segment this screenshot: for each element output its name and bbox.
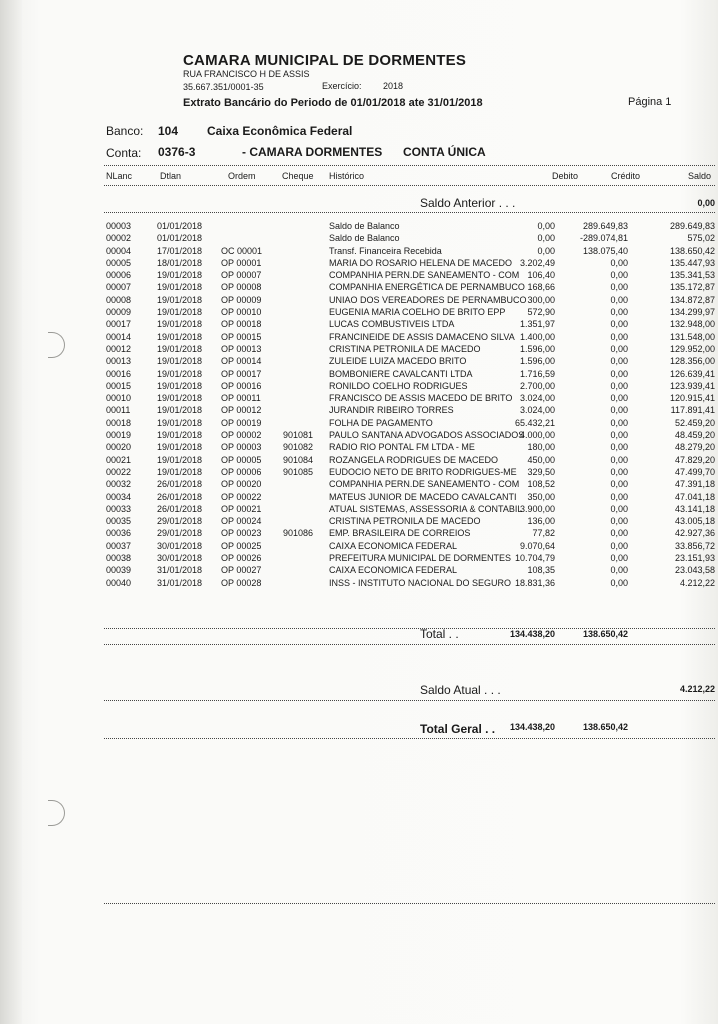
saldo-cell: 43.141,18 <box>674 503 715 514</box>
credito-cell: 289.649,83 <box>582 221 628 231</box>
credito-cell: 0,00 <box>610 257 628 268</box>
ordem-cell: OP 00014 <box>221 356 262 367</box>
nlanc-cell: 00013 <box>106 356 132 367</box>
debito-cell: 2.700,00 <box>519 380 555 391</box>
historico-cell: CAIXA ECONOMICA FEDERAL <box>329 540 458 551</box>
debito-cell: 108,35 <box>527 565 555 576</box>
credito-cell: 0,00 <box>610 454 628 465</box>
col-credito: Crédito <box>611 171 641 181</box>
table-row <box>0 220 718 232</box>
debito-cell: 1.596,00 <box>519 356 555 367</box>
table-row <box>0 441 718 453</box>
historico-cell: MATEUS JUNIOR DE MACEDO CAVALCANTI <box>329 491 517 502</box>
divider <box>104 212 715 213</box>
ordem-cell: OP 00005 <box>221 454 262 465</box>
punch-hole-mark <box>48 800 65 826</box>
nlanc-cell: 00010 <box>106 393 132 404</box>
historico-cell: PREFEITURA MUNICIPAL DE DORMENTES <box>329 553 512 564</box>
saldo-cell: 52.459,20 <box>674 417 715 428</box>
table-row <box>0 564 718 576</box>
credito-cell: 0,00 <box>610 516 628 527</box>
table-row <box>0 503 718 515</box>
nlanc-cell: 00040 <box>106 577 132 588</box>
exercicio-value: 2018 <box>383 81 404 91</box>
dtlan-cell: 01/01/2018 <box>157 233 203 244</box>
ordem-cell: OP 00010 <box>221 307 262 318</box>
ordem-cell: OP 00012 <box>221 405 262 416</box>
address: RUA FRANCISCO H DE ASSIS <box>183 69 310 79</box>
total-credito: 138.650,42 <box>582 629 628 639</box>
ordem-cell: OP 00027 <box>221 565 262 576</box>
dtlan-cell: 26/01/2018 <box>157 503 203 514</box>
dtlan-cell: 31/01/2018 <box>157 565 203 576</box>
debito-cell: 329,50 <box>527 466 555 477</box>
nlanc-cell: 00016 <box>106 368 132 379</box>
saldo-cell: 132.948,00 <box>669 319 715 330</box>
transactions-table <box>0 220 718 589</box>
nlanc-cell: 00003 <box>106 221 132 231</box>
debito-cell: 3.900,00 <box>519 503 555 514</box>
credito-cell: 0,00 <box>610 479 628 490</box>
historico-cell: EUDOCIO NETO DE BRITO RODRIGUES-ME <box>329 466 517 477</box>
table-row <box>0 343 718 355</box>
cheque-cell: 901086 <box>283 528 314 539</box>
saldo-cell: 43.005,18 <box>674 516 715 527</box>
ordem-cell: OP 00015 <box>221 331 262 342</box>
credito-cell: 0,00 <box>610 331 628 342</box>
dtlan-cell: 19/01/2018 <box>157 405 203 416</box>
nlanc-cell: 00007 <box>106 282 132 293</box>
table-row <box>0 392 718 404</box>
banco-label: Banco: <box>106 124 144 138</box>
saldo-anterior-value: 0,00 <box>697 198 715 208</box>
debito-cell: 65.432,21 <box>514 417 555 428</box>
historico-cell: CRISTINA PETRONILA DE MACEDO <box>329 343 481 354</box>
saldo-cell: 135.447,93 <box>669 257 715 268</box>
table-row <box>0 515 718 527</box>
conta-code: 0376-3 <box>158 145 196 159</box>
credito-cell: 0,00 <box>610 307 628 318</box>
table-row <box>0 306 718 318</box>
debito-cell: 3.024,00 <box>519 393 555 404</box>
saldo-cell: 47.041,18 <box>674 491 715 502</box>
saldo-cell: 117.891,41 <box>670 405 715 416</box>
ordem-cell: OP 00011 <box>221 393 261 404</box>
saldo-cell: 47.829,20 <box>674 454 715 465</box>
historico-cell: LUCAS COMBUSTIVEIS LTDA <box>329 319 455 330</box>
saldo-cell: 120.915,41 <box>669 393 715 404</box>
dtlan-cell: 19/01/2018 <box>157 417 203 428</box>
nlanc-cell: 00039 <box>106 565 132 576</box>
conta-type: CONTA ÚNICA <box>403 145 486 159</box>
historico-cell: JURANDIR RIBEIRO TORRES <box>329 405 454 416</box>
debito-cell: 180,00 <box>527 442 555 453</box>
debito-cell: 1.351,97 <box>519 319 555 330</box>
table-row <box>0 577 718 589</box>
table-row <box>0 380 718 392</box>
nlanc-cell: 00012 <box>106 343 132 354</box>
historico-cell: EMP. BRASILEIRA DE CORREIOS <box>329 528 471 539</box>
conta-label: Conta: <box>106 146 142 160</box>
report-title: Extrato Bancário do Periodo de 01/01/2018 ate 31/01/2018 <box>183 97 483 109</box>
historico-cell: BOMBONIERE CAVALCANTI LTDA <box>329 368 473 379</box>
debito-cell: 0,00 <box>537 221 555 231</box>
table-row <box>0 417 718 429</box>
table-row <box>0 527 718 539</box>
table-row <box>0 355 718 367</box>
saldo-cell: 23.151,93 <box>674 553 715 564</box>
ordem-cell: OP 00006 <box>221 466 262 477</box>
dtlan-cell: 30/01/2018 <box>157 540 203 551</box>
divider <box>104 903 715 904</box>
saldo-cell: 42.927,36 <box>674 528 715 539</box>
nlanc-cell: 00038 <box>106 553 132 564</box>
historico-cell: Saldo de Balanco <box>329 233 400 244</box>
nlanc-cell: 00011 <box>106 405 131 416</box>
ordem-cell: OP 00023 <box>221 528 262 539</box>
credito-cell: 0,00 <box>610 540 628 551</box>
saldo-cell: 23.043,58 <box>674 565 715 576</box>
table-row <box>0 257 718 269</box>
ordem-cell: OP 00028 <box>221 577 262 588</box>
nlanc-cell: 00006 <box>106 270 132 281</box>
table-row <box>0 318 718 330</box>
nlanc-cell: 00032 <box>106 479 132 490</box>
total-geral-debito: 134.438,20 <box>509 722 555 732</box>
saldo-anterior-label: Saldo Anterior . . . <box>420 196 516 210</box>
ordem-cell: OP 00020 <box>221 479 262 490</box>
nlanc-cell: 00034 <box>106 491 132 502</box>
saldo-cell: 575,02 <box>687 233 715 244</box>
banco-name: Caixa Econômica Federal <box>207 124 353 138</box>
ordem-cell: OP 00018 <box>221 319 262 330</box>
dtlan-cell: 19/01/2018 <box>157 393 203 404</box>
saldo-cell: 129.952,00 <box>669 343 715 354</box>
exercicio-label: Exercício: <box>322 81 362 91</box>
historico-cell: INSS - INSTITUTO NACIONAL DO SEGURO <box>329 577 512 588</box>
historico-cell: UNIAO DOS VEREADORES DE PERNAMBUCO <box>329 294 527 305</box>
nlanc-cell: 00005 <box>106 257 132 268</box>
debito-cell: 168,66 <box>527 282 555 293</box>
table-row <box>0 404 718 416</box>
col-dtlan: Dtlan <box>160 171 182 181</box>
nlanc-cell: 00020 <box>106 442 132 453</box>
dtlan-cell: 19/01/2018 <box>157 466 203 477</box>
credito-cell: 0,00 <box>610 466 628 477</box>
historico-cell: PAULO SANTANA ADVOGADOS ASSOCIADOS <box>329 430 525 441</box>
saldo-cell: 135.172,87 <box>669 282 715 293</box>
saldo-cell: 131.548,00 <box>669 331 715 342</box>
ordem-cell: OP 00013 <box>221 343 262 354</box>
nlanc-cell: 00014 <box>106 331 132 342</box>
nlanc-cell: 00035 <box>106 516 132 527</box>
nlanc-cell: 00036 <box>106 528 132 539</box>
col-debito: Debito <box>552 171 579 181</box>
dtlan-cell: 19/01/2018 <box>157 331 203 342</box>
dtlan-cell: 29/01/2018 <box>157 516 203 527</box>
debito-cell: 350,00 <box>527 491 555 502</box>
ordem-cell: OP 00001 <box>221 257 262 268</box>
dtlan-cell: 17/01/2018 <box>157 245 203 256</box>
saldo-cell: 134.299,97 <box>669 307 715 318</box>
saldo-cell: 123.939,41 <box>669 380 715 391</box>
dtlan-cell: 30/01/2018 <box>157 553 203 564</box>
total-geral-label: Total Geral . . <box>420 722 496 736</box>
credito-cell: -289.074,81 <box>579 233 628 244</box>
cheque-cell: 901082 <box>283 442 314 453</box>
dtlan-cell: 19/01/2018 <box>157 282 203 293</box>
col-saldo: Saldo <box>688 171 712 181</box>
debito-cell: 300,00 <box>527 294 555 305</box>
debito-cell: 450,00 <box>527 454 555 465</box>
debito-cell: 10.704,79 <box>514 553 555 564</box>
nlanc-cell: 00021 <box>106 454 132 465</box>
table-row <box>0 552 718 564</box>
saldo-cell: 48.279,20 <box>674 442 715 453</box>
historico-cell: ATUAL SISTEMAS, ASSESSORIA & CONTABIL <box>329 503 523 514</box>
dtlan-cell: 19/01/2018 <box>157 343 203 354</box>
nlanc-cell: 00019 <box>106 430 132 441</box>
ordem-cell: OP 00017 <box>221 368 262 379</box>
saldo-cell: 4.212,22 <box>679 577 715 588</box>
ordem-cell: OP 00003 <box>221 442 262 453</box>
historico-cell: Transf. Financeira Recebida <box>329 245 442 256</box>
saldo-cell: 138.650,42 <box>669 245 715 256</box>
table-row <box>0 540 718 552</box>
nlanc-cell: 00018 <box>106 417 132 428</box>
debito-cell: 106,40 <box>527 270 555 281</box>
saldo-atual-label: Saldo Atual . . . <box>420 683 501 697</box>
historico-cell: Saldo de Balanco <box>329 221 400 231</box>
col-cheque: Cheque <box>282 171 314 181</box>
dtlan-cell: 19/01/2018 <box>157 380 203 391</box>
credito-cell: 0,00 <box>610 491 628 502</box>
dtlan-cell: 19/01/2018 <box>157 319 203 330</box>
saldo-cell: 33.856,72 <box>674 540 715 551</box>
org-name: CAMARA MUNICIPAL DE DORMENTES <box>183 52 467 69</box>
table-row <box>0 454 718 466</box>
ordem-cell: OP 00019 <box>221 417 262 428</box>
historico-cell: RADIO RIO PONTAL FM LTDA - ME <box>329 442 475 453</box>
ordem-cell: OP 00025 <box>221 540 262 551</box>
ordem-cell: OP 00007 <box>221 270 262 281</box>
historico-cell: FRANCISCO DE ASSIS MACEDO DE BRITO <box>329 393 513 404</box>
credito-cell: 0,00 <box>610 356 628 367</box>
credito-cell: 0,00 <box>610 282 628 293</box>
table-row <box>0 491 718 503</box>
cnpj: 35.667.351/0001-35 <box>183 82 264 92</box>
nlanc-cell: 00017 <box>106 319 132 330</box>
historico-cell: COMPANHIA PERN.DE SANEAMENTO - COM <box>329 479 520 490</box>
nlanc-cell: 00009 <box>106 307 132 318</box>
historico-cell: MARIA DO ROSARIO HELENA DE MACEDO <box>329 257 513 268</box>
credito-cell: 0,00 <box>610 577 628 588</box>
historico-cell: FRANCINEIDE DE ASSIS DAMACENO SILVA <box>329 331 515 342</box>
saldo-cell: 47.499,70 <box>674 466 715 477</box>
credito-cell: 0,00 <box>610 380 628 391</box>
dtlan-cell: 18/01/2018 <box>157 257 203 268</box>
credito-cell: 0,00 <box>610 553 628 564</box>
credito-cell: 0,00 <box>610 528 628 539</box>
ordem-cell: OC 00001 <box>221 245 263 256</box>
saldo-cell: 47.391,18 <box>674 479 715 490</box>
credito-cell: 0,00 <box>610 442 628 453</box>
nlanc-cell: 00033 <box>106 503 132 514</box>
divider <box>104 644 715 645</box>
ordem-cell: OP 00026 <box>221 553 262 564</box>
historico-cell: ROZANGELA RODRIGUES DE MACEDO <box>329 454 499 465</box>
table-row <box>0 368 718 380</box>
total-label: Total . . <box>420 627 459 641</box>
divider <box>104 165 715 166</box>
credito-cell: 0,00 <box>610 270 628 281</box>
saldo-cell: 289.649,83 <box>669 221 715 231</box>
table-row <box>0 245 718 257</box>
saldo-cell: 128.356,00 <box>669 356 715 367</box>
cheque-cell: 901085 <box>283 466 314 477</box>
saldo-atual-value: 4.212,22 <box>679 684 715 694</box>
cheque-cell: 901081 <box>283 430 314 441</box>
saldo-cell: 48.459,20 <box>674 430 715 441</box>
debito-cell: 3.024,00 <box>519 405 555 416</box>
dtlan-cell: 26/01/2018 <box>157 479 203 490</box>
debito-cell: 9.070,64 <box>519 540 555 551</box>
credito-cell: 0,00 <box>610 405 628 416</box>
dtlan-cell: 19/01/2018 <box>157 368 203 379</box>
debito-cell: 3.202,49 <box>519 257 555 268</box>
credito-cell: 0,00 <box>610 393 628 404</box>
historico-cell: CAIXA ECONOMICA FEDERAL <box>329 565 458 576</box>
debito-cell: 1.716,59 <box>519 368 555 379</box>
ordem-cell: OP 00024 <box>221 516 262 527</box>
debito-cell: 1.596,00 <box>519 343 555 354</box>
saldo-cell: 134.872,87 <box>669 294 715 305</box>
credito-cell: 0,00 <box>610 343 628 354</box>
conta-name: - CAMARA DORMENTES <box>242 145 383 159</box>
table-row <box>0 232 718 244</box>
total-geral-credito: 138.650,42 <box>582 722 628 732</box>
historico-cell: RONILDO COELHO RODRIGUES <box>329 380 468 391</box>
ordem-cell: OP 00009 <box>221 294 262 305</box>
saldo-cell: 126.639,41 <box>669 368 715 379</box>
dtlan-cell: 31/01/2018 <box>157 577 203 588</box>
table-row <box>0 269 718 281</box>
ordem-cell: OP 00016 <box>221 380 262 391</box>
table-row <box>0 294 718 306</box>
nlanc-cell: 00004 <box>106 245 132 256</box>
credito-cell: 0,00 <box>610 565 628 576</box>
ordem-cell: OP 00002 <box>221 430 262 441</box>
historico-cell: EUGENIA MARIA COELHO DE BRITO EPP <box>329 307 506 318</box>
cheque-cell: 901084 <box>283 454 314 465</box>
dtlan-cell: 19/01/2018 <box>157 442 203 453</box>
nlanc-cell: 00015 <box>106 380 132 391</box>
credito-cell: 0,00 <box>610 430 628 441</box>
ordem-cell: OP 00022 <box>221 491 262 502</box>
table-row <box>0 331 718 343</box>
nlanc-cell: 00022 <box>106 466 132 477</box>
divider <box>104 700 715 701</box>
dtlan-cell: 26/01/2018 <box>157 491 203 502</box>
debito-cell: 572,90 <box>527 307 555 318</box>
col-historico: Histórico <box>329 171 365 181</box>
historico-cell: COMPANHIA PERN.DE SANEAMENTO - COM <box>329 270 520 281</box>
debito-cell: 18.831,36 <box>514 577 555 588</box>
dtlan-cell: 19/01/2018 <box>157 454 203 465</box>
total-debito: 134.438,20 <box>509 629 555 639</box>
nlanc-cell: 00037 <box>106 540 132 551</box>
banco-code: 104 <box>158 124 179 138</box>
credito-cell: 138.075,40 <box>582 245 628 256</box>
dtlan-cell: 19/01/2018 <box>157 307 203 318</box>
debito-cell: 77,82 <box>532 528 555 539</box>
page-number: Página 1 <box>628 96 672 108</box>
dtlan-cell: 19/01/2018 <box>157 294 203 305</box>
table-row <box>0 429 718 441</box>
saldo-cell: 135.341,53 <box>669 270 715 281</box>
debito-cell: 136,00 <box>527 516 555 527</box>
historico-cell: FOLHA DE PAGAMENTO <box>329 417 433 428</box>
dtlan-cell: 19/01/2018 <box>157 430 203 441</box>
divider <box>104 738 715 739</box>
table-row <box>0 281 718 293</box>
dtlan-cell: 19/01/2018 <box>157 356 203 367</box>
debito-cell: 1.400,00 <box>519 331 555 342</box>
col-nlanc: NLanc <box>106 171 133 181</box>
table-row <box>0 466 718 478</box>
divider <box>104 185 715 186</box>
credito-cell: 0,00 <box>610 319 628 330</box>
historico-cell: CRISTINA PETRONILA DE MACEDO <box>329 516 481 527</box>
credito-cell: 0,00 <box>610 368 628 379</box>
table-row <box>0 478 718 490</box>
col-ordem: Ordem <box>228 171 256 181</box>
historico-cell: COMPANHIA ENERGÉTICA DE PERNAMBUCO <box>329 282 525 293</box>
dtlan-cell: 01/01/2018 <box>157 221 203 231</box>
nlanc-cell: 00008 <box>106 294 132 305</box>
nlanc-cell: 00002 <box>106 233 132 244</box>
credito-cell: 0,00 <box>610 503 628 514</box>
debito-cell: 0,00 <box>537 233 555 244</box>
debito-cell: 0,00 <box>537 245 555 256</box>
ordem-cell: OP 00021 <box>221 503 262 514</box>
debito-cell: 108,52 <box>527 479 555 490</box>
dtlan-cell: 29/01/2018 <box>157 528 203 539</box>
debito-cell: 4.000,00 <box>519 430 555 441</box>
dtlan-cell: 19/01/2018 <box>157 270 203 281</box>
historico-cell: ZULEIDE LUIZA MACEDO BRITO <box>329 356 467 367</box>
ordem-cell: OP 00008 <box>221 282 262 293</box>
credito-cell: 0,00 <box>610 294 628 305</box>
credito-cell: 0,00 <box>610 417 628 428</box>
